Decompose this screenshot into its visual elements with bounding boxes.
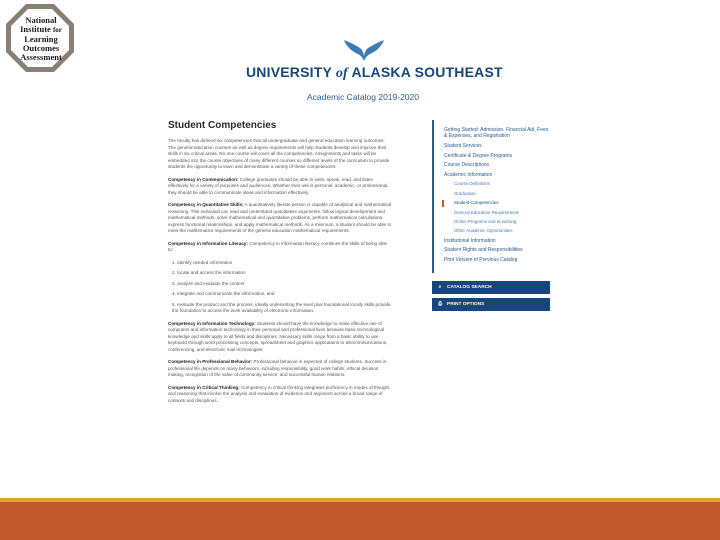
list-item: 2. locate and access the information	[172, 270, 246, 275]
niloa-logo	[4, 2, 76, 74]
sidebar-item-academic-information[interactable]: Academic Information	[444, 171, 493, 178]
competency-quantitative: Competency in Quantitative Skills: A quantitatively literate person is capable of analytical and mathematical reasoning. This individual can read and understand quantitative arguments, follow logical development and mathematical methods, solve mathematical and quantitative problems, perform mathematical calculations, express functional relationships, and apply mathematical methods. As a minimum, a student should be able to meet the mathematics requirements of the general education mathematical requirements.	[168, 202, 392, 233]
competency-info-technology: Competency in Information Technology: Students should have the knowledge to make effective use of computers and information technology in their personal and professional lives because basic technological knowledge and skills apply to all fields and disciplines. Necessary skills range from a basic ability to use keyboard through word processing concepts, spreadsheet and graphics applications to telecommunications, conferencing, and electronic mail technologies.	[168, 320, 388, 352]
sidebar-item-course-descriptions[interactable]: Course Descriptions	[444, 162, 490, 169]
sidebar-item-student-competencies[interactable]: Student Competencies	[442, 200, 552, 206]
sidebar-nav	[432, 120, 552, 273]
logo-line-4: Assessment	[20, 52, 62, 62]
sidebar-item-getting-started[interactable]: Getting Started: Admission, Financial Aid, Fees & Expenses, and Registration	[444, 127, 549, 140]
list-item: 1. identify needed information	[172, 259, 233, 265]
main-content	[168, 120, 392, 470]
logo-line-3: Learning Outcomes	[22, 34, 60, 53]
bottom-band	[0, 502, 720, 540]
list-item: 3. analyze and evaluate the content	[172, 280, 245, 286]
catalog-search-button[interactable]: ⌕ CATALOG SEARCH	[432, 281, 550, 294]
competency-communication: Competency in Communication: College graduates should be able to write, speak, read, and listen effectively for a variety of purposes and audiences. Whether their use is personal, academic, or professional, they should be able to communicate ideas and information effectively.	[168, 176, 389, 195]
page-title: Student Competencies	[168, 120, 277, 131]
info-literacy-list	[172, 260, 392, 315]
sidebar-item-institutional-info[interactable]: Institutional Information	[444, 237, 496, 244]
sidebar-item-graduation[interactable]: Graduation	[454, 190, 476, 196]
sidebar-item-certificate-degree[interactable]: Certificate & Degree Programs	[444, 152, 513, 159]
print-icon: ⎙	[438, 301, 442, 307]
competency-professional-behavior: Competency in Professional Behavior: Professional behavior is expected of college students. Success in professional life depends on many behaviors, including responsibility, good work habits, ethical decision making, recognition of the value of community service, and successful human relations.	[168, 359, 387, 377]
sidebar-item-student-rights[interactable]: Student Rights and Responsibilities	[444, 247, 523, 254]
sidebar	[432, 120, 552, 311]
whale-tail-icon	[342, 38, 386, 62]
list-item: 4. integrate and communicate the information, and	[172, 291, 275, 296]
competency-info-literacy: Competency in Information Literacy: Competency in information literacy combines the skills of being able to:	[168, 240, 388, 252]
intro-paragraph: The faculty has defined six competencies that all undergraduate and general education learning outcomes. The general education courses as well as degree requirements will help students develop and improve their skills in six critical areas. No one course will cover all the competencies. Assignments and tasks will be embedded into the course objectives of many different courses so different levels of the curriculum to provide students the opportunity to learn and demonstrate a variety of these competencies.	[168, 138, 390, 169]
sidebar-item-print-version[interactable]: Print Version of Previous Catalog	[444, 257, 518, 263]
sidebar-item-other-opportunities[interactable]: Other Academic Opportunities	[454, 228, 513, 234]
logo-line-1: National	[25, 15, 57, 25]
competency-critical-thinking: Competency in Critical Thinking: Competency in critical thinking integrates proficiency in modes of thought and reasoning that involve the analysis and evaluation of evidence and argument across a broad range of contexts and disciplines.	[168, 384, 390, 403]
print-options-button[interactable]: ⎙ PRINT OPTIONS	[432, 298, 550, 311]
sidebar-item-student-services[interactable]: Student Services	[444, 143, 482, 149]
sidebar-item-course-definitions[interactable]: Course Definitions	[454, 181, 490, 187]
catalog-title: Academic Catalog 2019-2020	[307, 92, 419, 102]
university-name: UNIVERSITY of ALASKA SOUTHEAST	[246, 64, 503, 81]
sidebar-item-gen-ed-requirements[interactable]: General Education Requirements	[454, 209, 519, 215]
sidebar-item-online-programs[interactable]: Online Programs and eLearning	[454, 219, 517, 224]
list-item: 5. evaluate the product and the process, ideally underwriting the level plus foundational locally skills provide the foundation to access the work availability of electronic information.	[172, 301, 391, 313]
logo-line-2: Institute for	[20, 24, 62, 34]
search-icon: ⌕	[438, 284, 442, 290]
